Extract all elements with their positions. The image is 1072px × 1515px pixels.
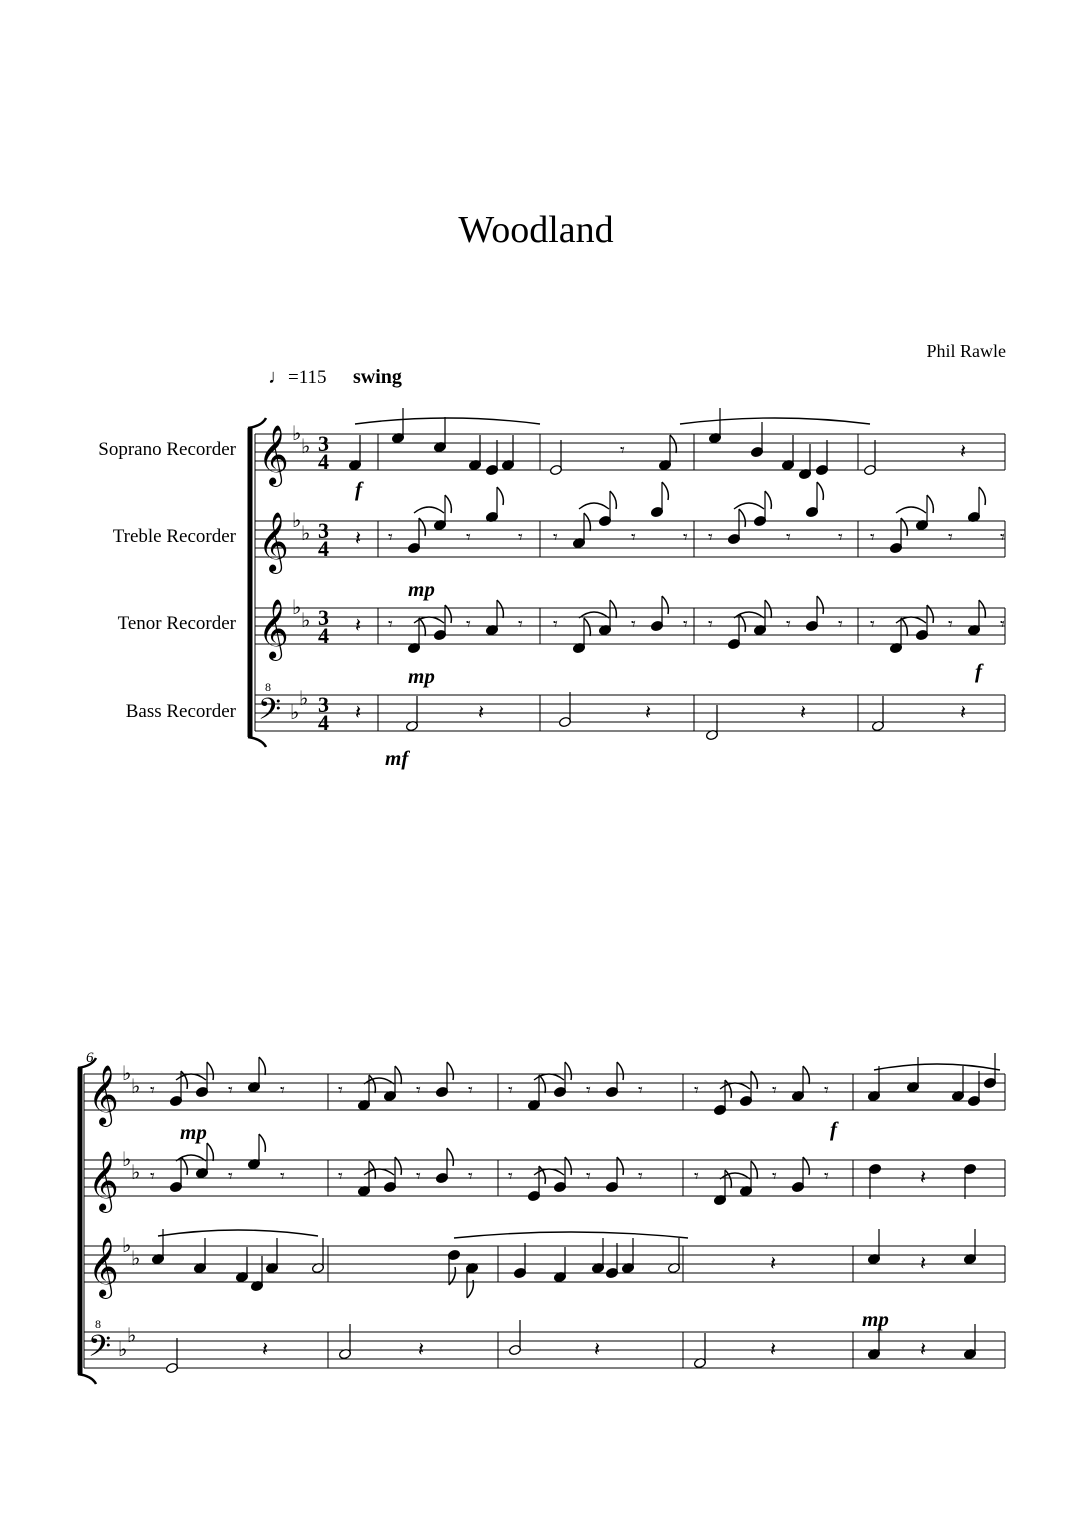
eighth-rest-icon: 𝄾 xyxy=(228,1166,233,1186)
eighth-rest-icon: 𝄾 xyxy=(586,1080,591,1100)
quarter-rest-icon: 𝄽 xyxy=(594,1339,601,1361)
eighth-rest-icon: 𝄾 xyxy=(468,1166,473,1186)
dynamic-marking: mp xyxy=(180,1120,207,1144)
eighth-rest-icon: 𝄾 xyxy=(786,614,791,634)
eighth-rest-icon: 𝄾 xyxy=(338,1080,343,1100)
flag xyxy=(765,600,771,618)
eighth-rest-icon: 𝄾 xyxy=(508,1080,513,1100)
eighth-rest-icon: 𝄾 xyxy=(631,527,636,547)
flag xyxy=(584,513,590,531)
eighth-rest-icon: 𝄾 xyxy=(631,614,636,634)
treble-clef-icon: 𝄞 xyxy=(88,1067,119,1124)
eighth-rest-icon: 𝄾 xyxy=(772,1080,777,1100)
flag xyxy=(419,618,425,636)
time-signature-top: 3 xyxy=(318,518,329,543)
eighth-rest-icon: 𝄾 xyxy=(870,614,875,634)
flag xyxy=(369,1075,375,1093)
flag xyxy=(395,1066,401,1084)
flag xyxy=(539,1075,545,1093)
treble-clef-icon: 𝄞 xyxy=(88,1153,119,1210)
bass-clef-icon: 𝄢 xyxy=(258,693,282,733)
quarter-rest-icon: 𝄽 xyxy=(920,1167,927,1189)
dynamic-marking: mp xyxy=(408,664,435,688)
slur xyxy=(874,1064,1000,1070)
quarter-rest-icon: 𝄽 xyxy=(645,702,652,724)
flag xyxy=(497,600,503,618)
flag xyxy=(445,495,451,513)
flat-icon: ♭ xyxy=(292,423,302,445)
eighth-rest-icon: 𝄾 xyxy=(1000,527,1005,547)
eighth-rest-icon: 𝄾 xyxy=(824,1166,829,1186)
eighth-rest-icon: 𝄾 xyxy=(280,1166,285,1186)
flag xyxy=(617,1062,623,1080)
treble-clef-icon: 𝄞 xyxy=(258,601,289,658)
eighth-rest-icon: 𝄾 xyxy=(708,614,713,634)
eighth-rest-icon: 𝄾 xyxy=(708,527,713,547)
eighth-rest-icon: 𝄾 xyxy=(388,614,393,634)
eighth-rest-icon: 𝄾 xyxy=(553,614,558,634)
flag xyxy=(803,1066,809,1084)
slur xyxy=(454,1232,688,1238)
eighth-rest-icon: 𝄾 xyxy=(416,1166,421,1186)
time-signature-top: 3 xyxy=(318,431,329,456)
quarter-rest-icon: 𝄽 xyxy=(262,1339,269,1361)
flag xyxy=(817,596,823,614)
time-signature-bottom: 4 xyxy=(318,449,329,474)
octave-mark: 8 xyxy=(95,1317,101,1331)
flag xyxy=(662,482,668,500)
flag xyxy=(467,1280,473,1298)
eighth-rest-icon: 𝄾 xyxy=(468,1080,473,1100)
quarter-rest-icon: 𝄽 xyxy=(355,528,362,550)
flat-icon: ♭ xyxy=(301,436,311,458)
eighth-rest-icon: 𝄾 xyxy=(620,440,625,460)
flag xyxy=(739,509,745,527)
flat-icon: ♭ xyxy=(131,1248,141,1270)
treble-clef-icon: 𝄞 xyxy=(88,1239,119,1296)
eighth-rest-icon: 𝄾 xyxy=(824,1080,829,1100)
eighth-rest-icon: 𝄾 xyxy=(150,1166,155,1186)
flag xyxy=(725,1170,731,1188)
flag xyxy=(447,1062,453,1080)
flag xyxy=(662,596,668,614)
flag xyxy=(979,600,985,618)
eighth-rest-icon: 𝄾 xyxy=(683,527,688,547)
flat-icon: ♭ xyxy=(127,1325,137,1347)
flat-icon: ♭ xyxy=(292,510,302,532)
eighth-rest-icon: 𝄾 xyxy=(466,527,471,547)
eighth-rest-icon: 𝄾 xyxy=(638,1080,643,1100)
time-signature-top: 3 xyxy=(318,605,329,630)
slur xyxy=(896,507,926,513)
quarter-rest-icon: 𝄽 xyxy=(800,702,807,724)
dynamic-marking: f xyxy=(830,1117,837,1141)
eighth-rest-icon: 𝄾 xyxy=(683,614,688,634)
quarter-rest-icon: 𝄽 xyxy=(920,1339,927,1361)
time-signature-top: 3 xyxy=(318,692,329,717)
flag xyxy=(610,491,616,509)
slur xyxy=(579,503,609,509)
eighth-rest-icon: 𝄾 xyxy=(416,1080,421,1100)
flag xyxy=(207,1143,213,1161)
slur xyxy=(355,418,540,424)
eighth-rest-icon: 𝄾 xyxy=(586,1166,591,1186)
eighth-rest-icon: 𝄾 xyxy=(838,527,843,547)
flag xyxy=(497,487,503,505)
slur xyxy=(414,507,444,513)
eighth-rest-icon: 𝄾 xyxy=(694,1166,699,1186)
instrument-label-soprano: Soprano Recorder xyxy=(98,439,236,460)
bracket-bottom xyxy=(248,737,266,747)
flat-icon: ♭ xyxy=(118,1339,128,1361)
eighth-rest-icon: 𝄾 xyxy=(638,1166,643,1186)
dynamic-marking: mp xyxy=(408,577,435,601)
flat-icon: ♭ xyxy=(299,688,309,710)
eighth-rest-icon: 𝄾 xyxy=(388,527,393,547)
flag xyxy=(610,600,616,618)
flat-icon: ♭ xyxy=(131,1076,141,1098)
eighth-rest-icon: 𝄾 xyxy=(518,614,523,634)
flat-icon: ♭ xyxy=(290,702,300,724)
eighth-rest-icon: 𝄾 xyxy=(838,614,843,634)
bass-clef-icon: 𝄢 xyxy=(88,1330,112,1370)
dynamic-marking: f xyxy=(975,659,982,683)
octave-mark: 8 xyxy=(265,680,271,694)
dynamic-marking: mp xyxy=(862,1307,889,1331)
eighth-rest-icon: 𝄾 xyxy=(508,1166,513,1186)
treble-clef-icon: 𝄞 xyxy=(258,514,289,571)
eighth-rest-icon: 𝄾 xyxy=(1000,614,1005,634)
dynamic-marking: mf xyxy=(385,746,409,770)
flag xyxy=(927,495,933,513)
quarter-rest-icon: 𝄽 xyxy=(960,702,967,724)
quarter-note-icon: ♩ xyxy=(268,366,288,388)
flat-icon: ♭ xyxy=(301,523,311,545)
flat-icon: ♭ xyxy=(122,1063,132,1085)
bracket-bottom xyxy=(78,1374,96,1384)
flag xyxy=(259,1134,265,1152)
flag xyxy=(979,487,985,505)
flag xyxy=(259,1057,265,1075)
quarter-rest-icon: 𝄽 xyxy=(770,1253,777,1275)
flag xyxy=(565,1062,571,1080)
tempo-value: =115 xyxy=(288,367,327,388)
time-signature-bottom: 4 xyxy=(318,623,329,648)
eighth-rest-icon: 𝄾 xyxy=(786,527,791,547)
slur xyxy=(158,1230,318,1236)
eighth-rest-icon: 𝄾 xyxy=(772,1166,777,1186)
flag xyxy=(765,491,771,509)
flat-icon: ♭ xyxy=(122,1149,132,1171)
instrument-label-treble: Treble Recorder xyxy=(112,526,236,547)
score-title: Woodland xyxy=(458,209,614,251)
eighth-rest-icon: 𝄾 xyxy=(150,1080,155,1100)
quarter-rest-icon: 𝄽 xyxy=(478,702,485,724)
treble-clef-icon: 𝄞 xyxy=(258,427,289,484)
quarter-rest-icon: 𝄽 xyxy=(355,702,362,724)
slur xyxy=(734,503,764,509)
eighth-rest-icon: 𝄾 xyxy=(870,527,875,547)
time-signature-bottom: 4 xyxy=(318,710,329,735)
flag xyxy=(584,618,590,636)
flat-icon: ♭ xyxy=(301,610,311,632)
measure-number: 6 xyxy=(86,1050,94,1066)
eighth-rest-icon: 𝄾 xyxy=(338,1166,343,1186)
instrument-label-tenor: Tenor Recorder xyxy=(117,613,236,634)
quarter-rest-icon: 𝄽 xyxy=(418,1339,425,1361)
eighth-rest-icon: 𝄾 xyxy=(466,614,471,634)
eighth-rest-icon: 𝄾 xyxy=(518,527,523,547)
flag xyxy=(207,1062,213,1080)
flag xyxy=(447,1148,453,1166)
slur xyxy=(680,418,870,424)
flag xyxy=(751,1161,757,1179)
flat-icon: ♭ xyxy=(122,1235,132,1257)
style-marking: swing xyxy=(353,366,402,388)
flat-icon: ♭ xyxy=(292,597,302,619)
quarter-rest-icon: 𝄽 xyxy=(920,1253,927,1275)
eighth-rest-icon: 𝄾 xyxy=(948,527,953,547)
eighth-rest-icon: 𝄾 xyxy=(228,1080,233,1100)
dynamic-marking: f xyxy=(355,477,362,501)
quarter-rest-icon: 𝄽 xyxy=(960,441,967,463)
composer-name: Phil Rawle xyxy=(926,341,1006,361)
eighth-rest-icon: 𝄾 xyxy=(948,614,953,634)
flat-icon: ♭ xyxy=(131,1162,141,1184)
time-signature-bottom: 4 xyxy=(318,536,329,561)
quarter-rest-icon: 𝄽 xyxy=(355,615,362,637)
eighth-rest-icon: 𝄾 xyxy=(280,1080,285,1100)
instrument-label-bass: Bass Recorder xyxy=(125,701,236,722)
quarter-rest-icon: 𝄽 xyxy=(770,1339,777,1361)
flag xyxy=(670,435,676,453)
flag xyxy=(817,482,823,500)
eighth-rest-icon: 𝄾 xyxy=(553,527,558,547)
flag xyxy=(901,618,907,636)
eighth-rest-icon: 𝄾 xyxy=(694,1080,699,1100)
